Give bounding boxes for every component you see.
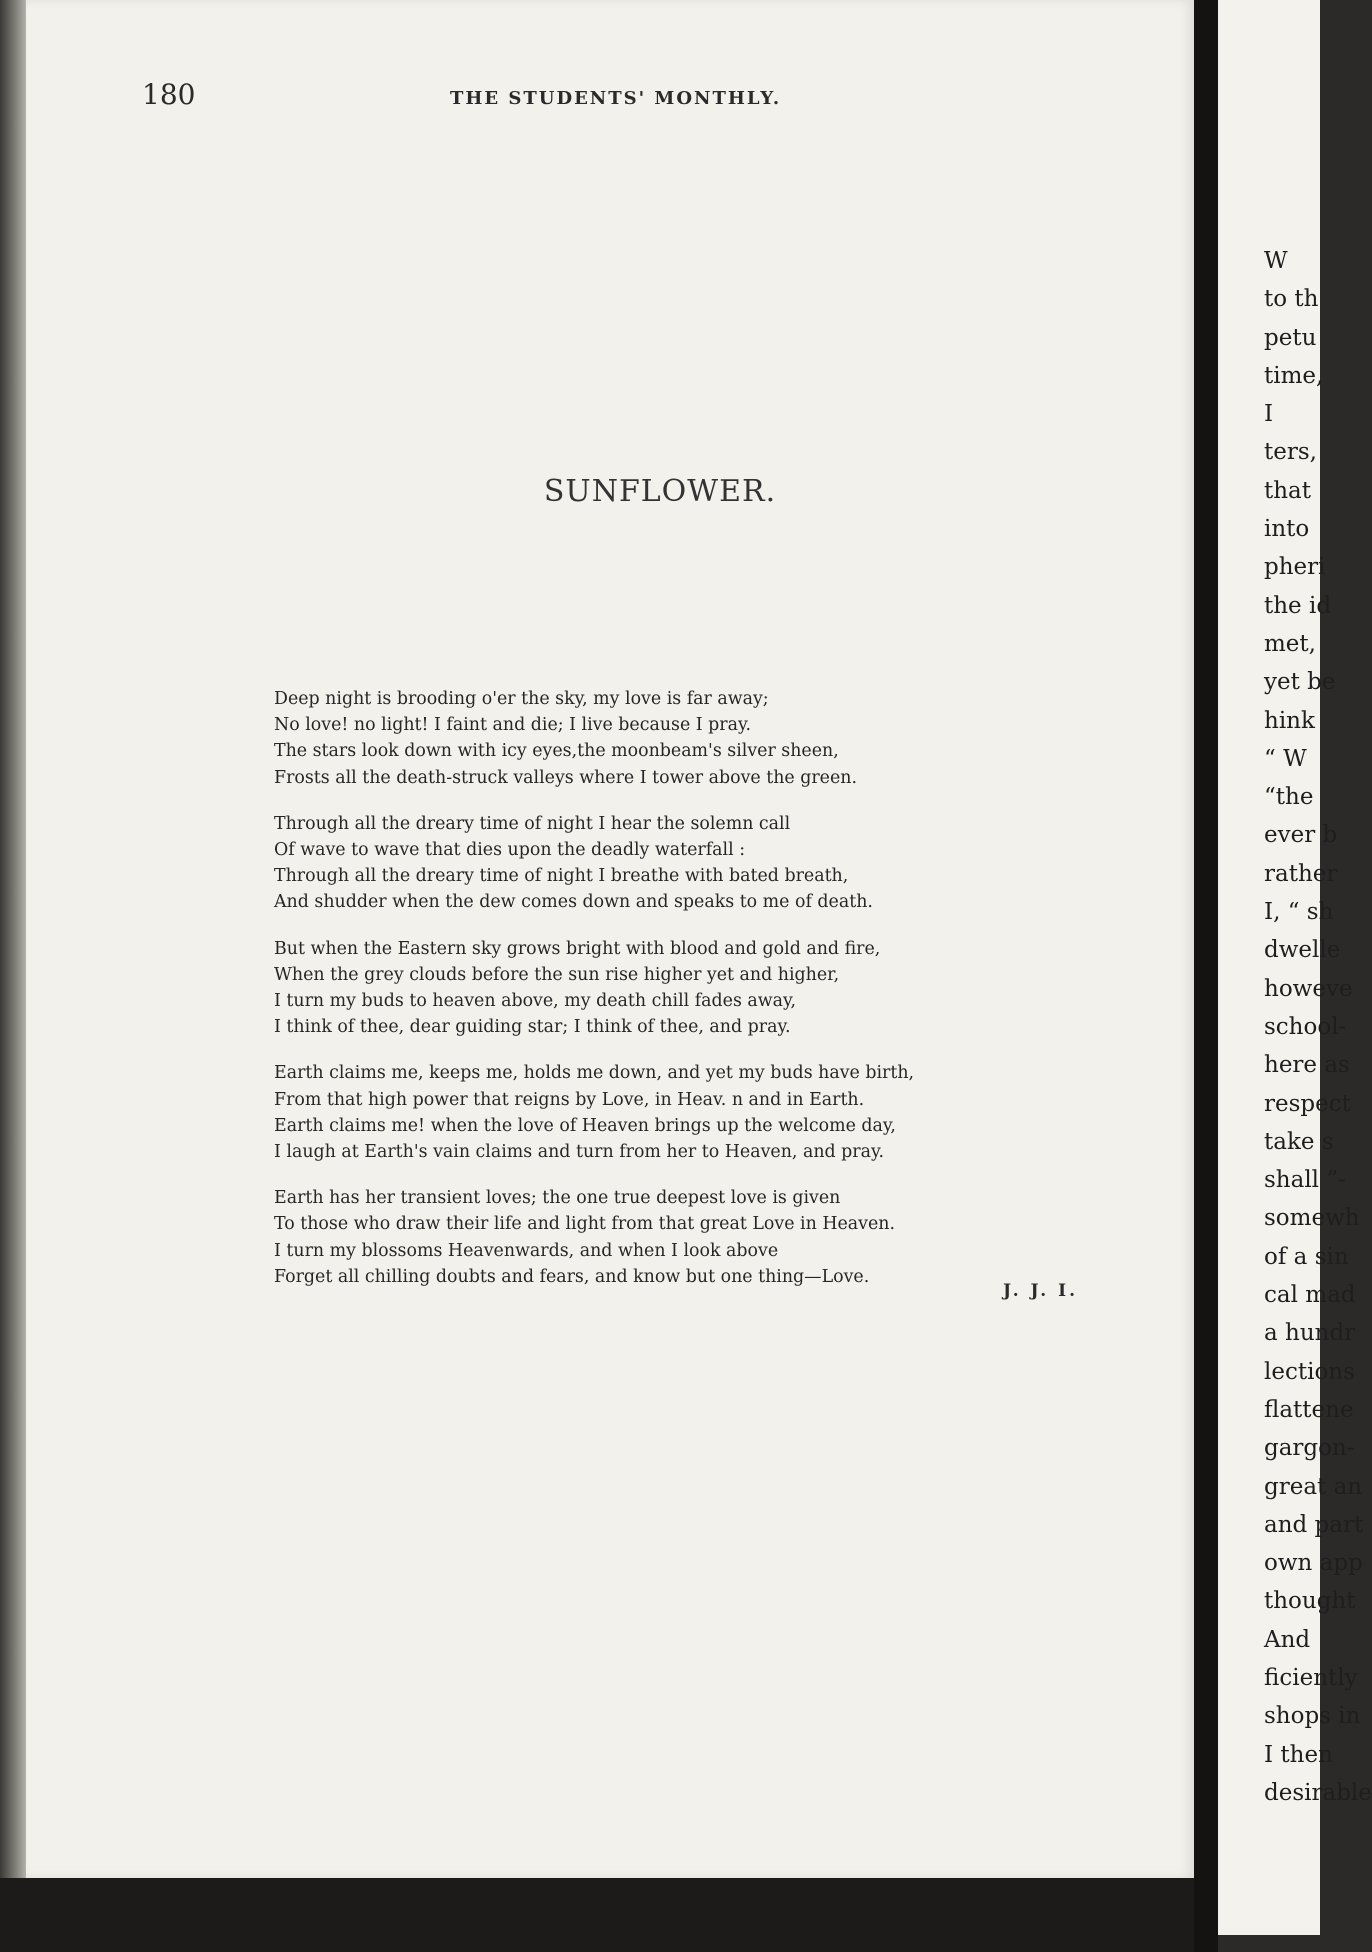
right-page-line-fragment: yet be [1264, 669, 1336, 696]
poem-line: And shudder when the dew comes down and speaks to me of death. [274, 892, 873, 913]
right-page-line-fragment: “ W [1264, 745, 1307, 772]
right-page-line-fragment: school- [1264, 1013, 1347, 1040]
poem-line: To those who draw their life and light from that great Love in Heaven. [274, 1214, 895, 1235]
right-page-line-fragment: I, “ sh [1264, 899, 1334, 926]
scan-bottom-border [0, 1878, 1194, 1952]
poem-line: I turn my buds to heaven above, my death chill fades away, [274, 991, 797, 1012]
right-page-line-fragment: great an [1264, 1473, 1363, 1500]
poem-line: Earth claims me, keeps me, holds me down, and yet my buds have birth, [274, 1063, 915, 1084]
poem-line: No love! no light! I faint and die; I live because I pray. [274, 715, 752, 736]
poem-line: When the grey clouds before the sun rise higher yet and higher, [274, 964, 840, 985]
right-page-line-fragment: ters, [1264, 439, 1317, 466]
poem-line: Earth claims me! when the love of Heaven brings up the welcome day, [274, 1115, 896, 1136]
right-page-line-fragment: W [1264, 248, 1288, 274]
right-page-line-fragment: petu [1264, 324, 1317, 351]
right-page-line-fragment: shops in [1264, 1703, 1361, 1730]
stanza-4 [274, 1060, 1134, 1165]
right-page-line-fragment: of a sin [1264, 1243, 1349, 1270]
poem-line: From that high power that reigns by Love, in Heav. n and in Earth. [274, 1089, 865, 1110]
author-signature: J. J. I. [1003, 1281, 1078, 1301]
right-page-line-fragment: howeve [1264, 975, 1353, 1002]
poem-line: But when the Eastern sky grows bright with blood and gold and fire, [274, 938, 881, 959]
poem-line: I turn my blossoms Heavenwards, and when I look above [274, 1240, 779, 1261]
stanza-2 [274, 811, 1134, 916]
poem-line: Earth has her transient loves; the one true deepest love is given [274, 1188, 841, 1209]
right-page-line-fragment: thought [1264, 1588, 1356, 1615]
poem-line: I think of thee, dear guiding star; I think of thee, and pray. [274, 1017, 791, 1038]
right-page-line-fragment: dwelle [1264, 937, 1341, 964]
stanza-5 [274, 1185, 1134, 1290]
running-head: THE STUDENTS' MONTHLY. [450, 88, 782, 109]
poem-line: Forget all chilling doubts and fears, and know but one thing—Love. [274, 1266, 870, 1287]
right-page-line-fragment: here as [1264, 1052, 1350, 1079]
stanza-3 [274, 936, 1134, 1041]
right-page-line-fragment: a hundr [1264, 1320, 1356, 1347]
poem-line: I laugh at Earth's vain claims and turn from her to Heaven, and pray. [274, 1142, 885, 1163]
right-page-line-fragment: And [1264, 1626, 1311, 1653]
poem-line: Of wave to wave that dies upon the deadly waterfall : [274, 840, 746, 861]
right-page-line-fragment: I [1264, 401, 1274, 428]
right-page-line-fragment: somewh [1264, 1205, 1360, 1232]
poem-line: Through all the dreary time of night I breathe with bated breath, [274, 866, 849, 887]
right-page-line-fragment: ever b [1264, 822, 1338, 849]
poem-line: The stars look down with icy eyes,the moonbeam's silver sheen, [274, 741, 839, 762]
right-page-line-fragment: pheri [1264, 554, 1326, 581]
right-page-line-fragment: “the [1264, 784, 1314, 811]
right-page-line-fragment: I then [1264, 1741, 1333, 1768]
right-page-line-fragment: met, [1264, 630, 1316, 657]
stanza-1 [274, 686, 1134, 791]
right-page-line-fragment: flattene [1264, 1396, 1354, 1423]
right-page-line-fragment: hink [1264, 707, 1315, 734]
right-page-line-fragment: take s [1264, 1128, 1334, 1155]
right-page-line-fragment: rather [1264, 860, 1338, 887]
right-page-line-fragment: cal mad [1264, 1282, 1356, 1309]
poem-line: Deep night is brooding o'er the sky, my love is far away; [274, 689, 769, 709]
right-page-line-fragment: and part [1264, 1511, 1364, 1538]
right-page-line-fragment: that [1264, 477, 1312, 504]
poem-line: Through all the dreary time of night I hear the solemn call [274, 813, 791, 834]
book-gutter [1194, 0, 1218, 1952]
poem-title: SUNFLOWER. [543, 474, 777, 509]
right-page-line-fragment: desirable [1264, 1779, 1372, 1806]
right-page-line-fragment: shall ”- [1264, 1167, 1346, 1194]
right-page-line-fragment: gargon- [1264, 1435, 1355, 1462]
right-page-line-fragment: respect [1264, 1090, 1351, 1117]
poem-body [274, 686, 1134, 1310]
right-page-line-fragment: into [1264, 516, 1310, 543]
right-page-line-fragment: to th [1264, 286, 1319, 313]
right-page-line-fragment: the id [1264, 592, 1332, 619]
poem-line: Frosts all the death-struck valleys where I tower above the green. [274, 767, 857, 788]
right-page-line-fragment: lections [1264, 1358, 1355, 1385]
right-page-line-fragment: ficiently [1264, 1664, 1358, 1691]
right-page-line-fragment: time, [1264, 362, 1324, 389]
right-page-text-fragments [1264, 242, 1372, 1812]
page-number: 180 [142, 78, 196, 111]
right-page-line-fragment: own app [1264, 1550, 1363, 1577]
